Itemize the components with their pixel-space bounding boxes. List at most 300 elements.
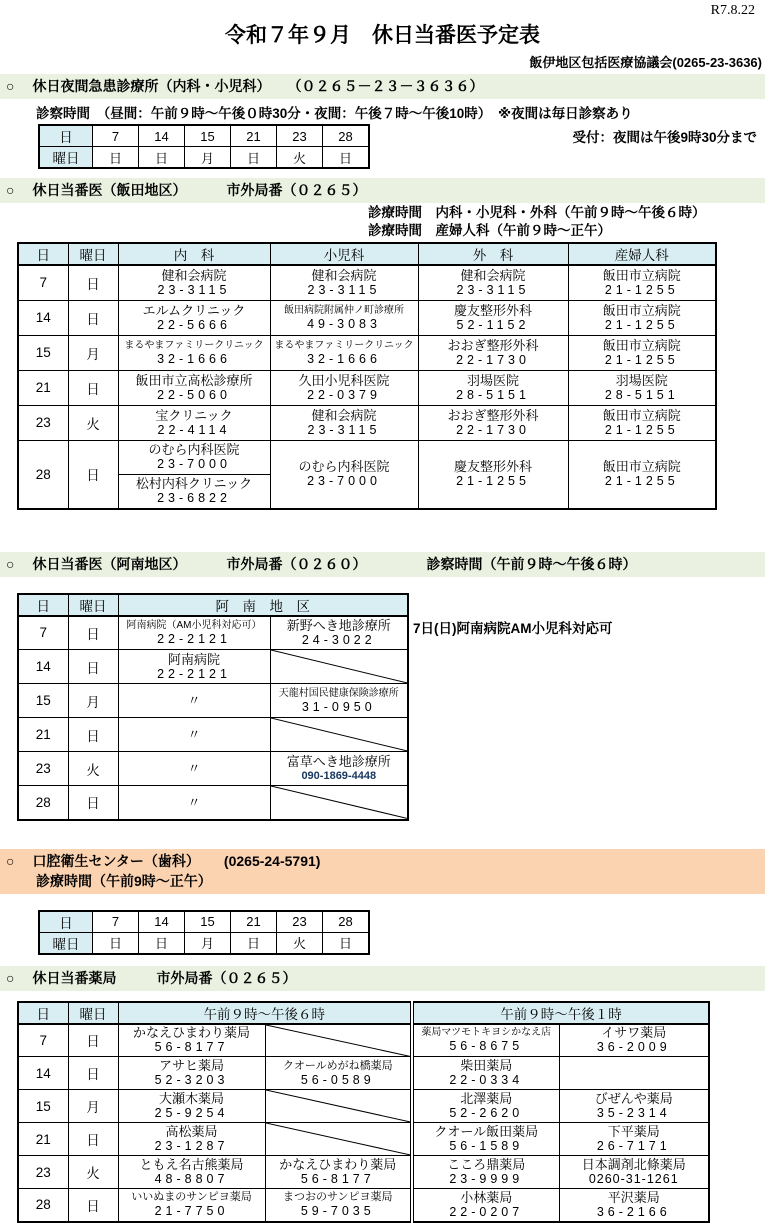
weekday-cell: 月 bbox=[68, 684, 118, 718]
col-header-internal-medicine: 内 科 bbox=[118, 243, 270, 265]
anan-side-note: 7日(日)阿南病院AM小児科対応可 bbox=[413, 620, 613, 636]
row-header-weekday: 曜日 bbox=[39, 147, 93, 169]
pharmacy-name: 日本調剤北條薬局 bbox=[581, 1157, 686, 1172]
clinic-name: 慶友整形外科 bbox=[453, 459, 532, 474]
clinic-cell bbox=[270, 405, 418, 440]
section-pharmacy-area-code: 市外局番（０２６５） bbox=[156, 969, 297, 986]
date-cell: 28 bbox=[323, 125, 370, 147]
section-dental-title: 口腔衛生センター（歯科） bbox=[32, 852, 200, 869]
table-row bbox=[18, 1057, 709, 1090]
day-cell: 28 bbox=[18, 1189, 68, 1222]
pharmacy-tel: 0260-31-1261 bbox=[588, 1172, 679, 1186]
anan-hours-note: 診察時間（午前９時～午後６時） bbox=[426, 555, 637, 572]
pharmacy-cell bbox=[118, 1156, 265, 1189]
clinic-cell bbox=[118, 300, 270, 335]
pharmacy-cell bbox=[118, 1024, 265, 1057]
pharmacy-cell bbox=[559, 1123, 709, 1156]
section-night-phone: （０２６５－２３－３６３６） bbox=[294, 78, 484, 94]
clinic-cell bbox=[118, 650, 270, 684]
weekday-cell: 日 bbox=[231, 932, 277, 954]
weekday-cell: 月 bbox=[185, 932, 231, 954]
weekday-cell: 日 bbox=[68, 718, 118, 752]
diagonal-cell bbox=[265, 1090, 412, 1123]
day-cell: 14 bbox=[18, 1057, 68, 1090]
table-row bbox=[39, 911, 369, 933]
pharmacy-name: びぜんや薬局 bbox=[594, 1091, 673, 1106]
clinic-name: 飯田市立病院 bbox=[602, 459, 681, 474]
diagonal-cell bbox=[270, 786, 408, 820]
clinic-cell bbox=[270, 684, 408, 718]
weekday-cell: 日 bbox=[68, 1123, 118, 1156]
pharmacy-tel: 52-2620 bbox=[449, 1106, 524, 1120]
clinic-name: 富草へき地診療所 bbox=[286, 753, 391, 769]
weekday-cell: 月 bbox=[68, 335, 118, 370]
section-dental-header bbox=[0, 849, 765, 894]
org-contact: 飯伊地区包括医療協議会(0265-23-3636) bbox=[529, 55, 762, 70]
pharmacy-name: 高松薬局 bbox=[165, 1124, 218, 1139]
pharmacy-tel: 56-8177 bbox=[154, 1040, 229, 1055]
table-header-row bbox=[18, 594, 408, 616]
row-header-day: 日 bbox=[39, 125, 93, 147]
diagonal-line bbox=[271, 718, 408, 751]
night-hours-note: 診察時間 （昼間：午前９時～午後０時30分・夜間：午後７時～午後10時） ※夜間は毎日診察あり bbox=[36, 106, 633, 121]
table-row bbox=[18, 370, 716, 405]
table-row bbox=[18, 752, 408, 786]
clinic-name: 飯田市立病院 bbox=[602, 302, 681, 318]
clinic-name: 松村内科クリニック bbox=[135, 476, 253, 491]
page-title: 令和７年９月 休日当番医予定表 bbox=[225, 24, 540, 47]
diagonal-line bbox=[266, 1123, 411, 1155]
pharmacy-name: 北澤薬局 bbox=[460, 1091, 513, 1106]
clinic-name: まるやまファミリークリニック bbox=[274, 339, 414, 351]
ditto-cell bbox=[118, 752, 270, 786]
date-cell: 14 bbox=[139, 911, 185, 933]
ditto-cell bbox=[118, 718, 270, 752]
day-cell: 14 bbox=[18, 650, 68, 684]
weekday-cell: 日 bbox=[68, 1057, 118, 1090]
clinic-name: 飯田市立高松診療所 bbox=[135, 372, 253, 388]
clinic-subcell bbox=[119, 441, 270, 475]
clinic-name: 健和会病院 bbox=[161, 267, 227, 283]
pharmacy-cell bbox=[412, 1057, 559, 1090]
weekday-cell: 火 bbox=[68, 1156, 118, 1189]
pharmacy-name: 小林薬局 bbox=[460, 1189, 513, 1205]
table-row bbox=[18, 335, 716, 370]
clinic-name: 羽場医院 bbox=[466, 372, 519, 388]
row-header-weekday: 曜日 bbox=[39, 932, 93, 954]
circle-marker: ○ bbox=[6, 555, 15, 572]
clinic-tel: 090-1869-4448 bbox=[301, 769, 377, 782]
col-header-day: 日 bbox=[18, 594, 68, 616]
pharmacy-name: イサワ薬局 bbox=[601, 1025, 667, 1041]
section-anan-header bbox=[0, 552, 765, 577]
clinic-cell bbox=[270, 370, 418, 405]
clinic-tel: 23-7000 bbox=[157, 457, 231, 471]
weekday-cell: 日 bbox=[68, 616, 118, 650]
day-cell: 15 bbox=[18, 1090, 68, 1123]
clinic-cell bbox=[418, 335, 568, 370]
date-cell: 7 bbox=[93, 911, 139, 933]
clinic-tel: 23-7000 bbox=[307, 474, 381, 488]
day-cell: 28 bbox=[18, 786, 68, 820]
pharmacy-tel: 21-7750 bbox=[154, 1204, 229, 1219]
pharmacy-tel: 56-0589 bbox=[300, 1072, 375, 1087]
dental-hours-note: 診療時間（午前9時～正午） bbox=[36, 872, 212, 889]
table-header-row bbox=[18, 243, 716, 265]
revision-date: R7.8.22 bbox=[710, 3, 755, 18]
night-date-table bbox=[38, 124, 370, 169]
weekday-cell: 日 bbox=[68, 786, 118, 820]
diagonal-cell bbox=[265, 1123, 412, 1156]
table-row bbox=[18, 1189, 709, 1222]
col-header-day: 日 bbox=[18, 1002, 68, 1024]
pharmacy-name: ともえ名古熊薬局 bbox=[139, 1157, 244, 1172]
clinic-tel: 22-2121 bbox=[157, 631, 231, 646]
table-row bbox=[18, 616, 408, 650]
pharmacy-tel: 22-0207 bbox=[449, 1204, 524, 1219]
col-header-pediatrics: 小児科 bbox=[270, 243, 418, 265]
weekday-cell: 火 bbox=[277, 147, 323, 169]
weekday-cell: 日 bbox=[68, 370, 118, 405]
col-header-morning-group: 午前９時～午後１時 bbox=[412, 1002, 709, 1024]
clinic-name: 慶友整形外科 bbox=[453, 302, 532, 318]
table-row bbox=[18, 718, 408, 752]
clinic-tel: 22-5060 bbox=[157, 387, 231, 402]
clinic-cell bbox=[270, 752, 408, 786]
clinic-tel: 21-1255 bbox=[604, 422, 679, 437]
table-row bbox=[18, 1024, 709, 1057]
clinic-cell bbox=[568, 440, 716, 509]
col-header-surgery: 外 科 bbox=[418, 243, 568, 265]
clinic-cell bbox=[270, 440, 418, 509]
clinic-name: 健和会病院 bbox=[311, 407, 377, 423]
row-header-day: 日 bbox=[39, 911, 93, 933]
clinic-tel: 22-0379 bbox=[307, 387, 381, 402]
clinic-tel: 23-6822 bbox=[157, 491, 231, 505]
dental-date-table bbox=[38, 910, 370, 955]
pharmacy-cell bbox=[265, 1189, 412, 1222]
clinic-cell bbox=[568, 370, 716, 405]
pharmacy-cell bbox=[118, 1090, 265, 1123]
pharmacy-tel: 52-3203 bbox=[154, 1073, 229, 1087]
weekday-cell: 日 bbox=[68, 300, 118, 335]
pharmacy-name: クオール飯田薬局 bbox=[434, 1124, 539, 1139]
pharmacy-tel: 22-0334 bbox=[449, 1073, 524, 1087]
pharmacy-name: かなえひまわり薬局 bbox=[132, 1025, 250, 1041]
section-night-header bbox=[0, 74, 765, 99]
pharmacy-cell bbox=[412, 1090, 559, 1123]
pharmacy-schedule-table bbox=[17, 1001, 710, 1223]
clinic-name: 阿南病院 bbox=[167, 651, 220, 667]
diagonal-cell bbox=[270, 650, 408, 684]
section-iida-area-code: 市外局番（０２６５） bbox=[226, 182, 367, 198]
clinic-tel: 23-3115 bbox=[157, 282, 231, 297]
day-cell: 21 bbox=[18, 370, 68, 405]
day-cell: 7 bbox=[18, 616, 68, 650]
clinic-cell bbox=[270, 335, 418, 370]
clinic-cell bbox=[118, 405, 270, 440]
clinic-name: 羽場医院 bbox=[615, 372, 668, 388]
clinic-tel: 21-1255 bbox=[604, 474, 679, 488]
weekday-cell: 日 bbox=[139, 147, 185, 169]
clinic-name: 宝クリニック bbox=[155, 407, 233, 423]
clinic-tel: 22-1730 bbox=[456, 352, 530, 367]
day-cell: 21 bbox=[18, 1123, 68, 1156]
clinic-tel: 23-3115 bbox=[307, 422, 381, 437]
clinic-tel: 21-1255 bbox=[604, 282, 679, 297]
clinic-name: 天龍村国民健康保険診療所 bbox=[278, 687, 399, 699]
pharmacy-cell bbox=[559, 1024, 709, 1057]
section-pharmacy-title: 休日当番薬局 bbox=[32, 969, 117, 986]
clinic-tel: 24-3022 bbox=[301, 632, 376, 647]
weekday-cell: 日 bbox=[68, 650, 118, 684]
clinic-cell bbox=[118, 335, 270, 370]
pharmacy-cell bbox=[559, 1189, 709, 1222]
date-cell: 15 bbox=[185, 125, 231, 147]
pharmacy-cell bbox=[412, 1156, 559, 1189]
clinic-name: のむら内科医院 bbox=[298, 459, 390, 474]
day-cell: 21 bbox=[18, 718, 68, 752]
table-row bbox=[18, 1156, 709, 1189]
table-row bbox=[18, 684, 408, 718]
day-cell: 7 bbox=[18, 1024, 68, 1057]
clinic-tel: 49-3083 bbox=[307, 316, 381, 331]
clinic-cell bbox=[568, 335, 716, 370]
pharmacy-cell bbox=[559, 1090, 709, 1123]
pharmacy-cell bbox=[118, 1189, 265, 1222]
ditto-cell bbox=[118, 786, 270, 820]
clinic-tel: 21-1255 bbox=[604, 352, 679, 367]
weekday-cell: 日 bbox=[231, 147, 277, 169]
pharmacy-tel: 36-2009 bbox=[596, 1040, 671, 1055]
pharmacy-tel: 25-9254 bbox=[154, 1106, 229, 1120]
date-cell: 21 bbox=[231, 911, 277, 933]
table-header-row bbox=[18, 1002, 709, 1024]
pharmacy-name: 薬局マツモトキヨシかなえ店 bbox=[421, 1027, 552, 1039]
clinic-cell bbox=[270, 265, 418, 300]
pharmacy-tel: 23-9999 bbox=[449, 1172, 524, 1186]
section-night-title: 休日夜間急患診療所（内科・小児科） bbox=[32, 78, 271, 94]
date-cell: 23 bbox=[277, 911, 323, 933]
table-row bbox=[39, 147, 369, 169]
pharmacy-tel: 35-2314 bbox=[596, 1106, 671, 1120]
weekday-cell: 月 bbox=[68, 1090, 118, 1123]
clinic-cell bbox=[568, 405, 716, 440]
pharmacy-name: 大瀬木薬局 bbox=[158, 1091, 224, 1106]
pharmacy-cell bbox=[118, 1057, 265, 1090]
clinic-cell bbox=[418, 440, 568, 509]
clinic-name: 飯田病院附属仲ノ町診療所 bbox=[284, 304, 404, 316]
pharmacy-tel: 56-1589 bbox=[449, 1139, 524, 1153]
clinic-name: 久田小児科医院 bbox=[298, 372, 390, 388]
clinic-tel: 52-1152 bbox=[456, 317, 530, 332]
diagonal-line bbox=[266, 1090, 411, 1122]
ditto-mark: 〃 bbox=[187, 727, 201, 742]
table-row bbox=[39, 125, 369, 147]
pharmacy-cell bbox=[412, 1189, 559, 1222]
clinic-tel: 28-5151 bbox=[456, 387, 530, 402]
weekday-cell: 日 bbox=[93, 147, 139, 169]
day-cell: 15 bbox=[18, 335, 68, 370]
table-row bbox=[18, 1090, 709, 1123]
pharmacy-name: アサヒ薬局 bbox=[158, 1058, 224, 1073]
clinic-name: 健和会病院 bbox=[311, 267, 377, 283]
diagonal-cell bbox=[270, 718, 408, 752]
table-row bbox=[18, 1123, 709, 1156]
clinic-subcell bbox=[119, 475, 270, 508]
clinic-tel: 22-2121 bbox=[157, 666, 231, 681]
clinic-cell bbox=[568, 300, 716, 335]
clinic-tel: 31-0950 bbox=[301, 699, 376, 714]
circle-marker: ○ bbox=[6, 78, 15, 94]
col-header-weekday: 曜日 bbox=[68, 594, 118, 616]
clinic-name: まるやまファミリークリニック bbox=[124, 339, 264, 351]
section-anan-title: 休日当番医（阿南地区） bbox=[32, 555, 187, 572]
clinic-name: おおぎ整形外科 bbox=[447, 337, 539, 353]
clinic-tel: 21-1255 bbox=[604, 317, 679, 332]
anan-schedule-table bbox=[17, 593, 409, 821]
clinic-cell bbox=[118, 265, 270, 300]
pharmacy-tel: 59-7035 bbox=[300, 1204, 375, 1219]
clinic-name: 健和会病院 bbox=[460, 267, 526, 283]
day-cell: 14 bbox=[18, 300, 68, 335]
table-row bbox=[18, 300, 716, 335]
col-header-day: 日 bbox=[18, 243, 68, 265]
pharmacy-cell bbox=[559, 1156, 709, 1189]
section-anan-area-code: 市外局番（０２６０） bbox=[226, 555, 367, 572]
pharmacy-name: まつおのサンピヨ薬局 bbox=[283, 1191, 393, 1204]
weekday-cell: 日 bbox=[93, 932, 139, 954]
date-cell: 21 bbox=[231, 125, 277, 147]
pharmacy-tel: 26-7171 bbox=[596, 1139, 671, 1153]
clinic-name: 阿南病院（AM小児科対応可） bbox=[126, 619, 262, 631]
section-pharmacy-header bbox=[0, 966, 765, 991]
date-cell: 15 bbox=[185, 911, 231, 933]
pharmacy-name: 平沢薬局 bbox=[607, 1189, 660, 1205]
clinic-tel: 22-5666 bbox=[157, 317, 231, 332]
col-header-daytime-group: 午前９時～午後６時 bbox=[118, 1002, 412, 1024]
circle-marker: ○ bbox=[6, 182, 15, 198]
pharmacy-tel: 36-2166 bbox=[596, 1204, 671, 1219]
clinic-cell bbox=[118, 370, 270, 405]
clinic-cell-split bbox=[118, 440, 270, 509]
weekday-cell: 月 bbox=[185, 147, 231, 169]
clinic-cell bbox=[118, 616, 270, 650]
day-cell: 23 bbox=[18, 1156, 68, 1189]
table-row bbox=[18, 650, 408, 684]
pharmacy-name: 下平薬局 bbox=[607, 1124, 660, 1139]
pharmacy-name: クオールめがね橋薬局 bbox=[282, 1059, 393, 1072]
pharmacy-cell bbox=[412, 1123, 559, 1156]
clinic-name: 飯田市立病院 bbox=[602, 267, 681, 283]
pharmacy-tel: 56-8675 bbox=[449, 1039, 524, 1054]
clinic-tel: 22-4114 bbox=[157, 422, 231, 437]
circle-marker: ○ bbox=[6, 852, 15, 869]
weekday-cell: 日 bbox=[68, 440, 118, 509]
clinic-name: のむら内科医院 bbox=[148, 442, 240, 457]
iida-hours-note-1: 診療時間 内科・小児科・外科（午前９時～午後６時） bbox=[368, 205, 706, 220]
pharmacy-cell bbox=[412, 1024, 559, 1057]
clinic-cell bbox=[270, 300, 418, 335]
clinic-name: 飯田市立病院 bbox=[602, 337, 681, 353]
pharmacy-cell bbox=[265, 1156, 412, 1189]
date-cell: 28 bbox=[323, 911, 370, 933]
section-dental-phone: (0265-24-5791) bbox=[223, 852, 321, 869]
pharmacy-name: いいぬまのサンピヨ薬局 bbox=[131, 1191, 252, 1204]
section-iida-header bbox=[0, 178, 765, 203]
clinic-name: 新野へき地診療所 bbox=[286, 617, 391, 633]
clinic-cell bbox=[568, 265, 716, 300]
pharmacy-name: かなえひまわり薬局 bbox=[279, 1157, 397, 1172]
pharmacy-cell bbox=[118, 1123, 265, 1156]
day-cell: 23 bbox=[18, 752, 68, 786]
weekday-cell: 日 bbox=[323, 147, 370, 169]
diagonal-line bbox=[266, 1025, 411, 1057]
pharmacy-name: 柴田薬局 bbox=[460, 1058, 513, 1073]
section-iida-title: 休日当番医（飯田地区） bbox=[32, 182, 187, 198]
diagonal-cell bbox=[265, 1024, 412, 1057]
table-row bbox=[39, 932, 369, 954]
day-cell: 7 bbox=[18, 265, 68, 300]
day-cell: 15 bbox=[18, 684, 68, 718]
dental-header-line1 bbox=[6, 851, 759, 871]
date-cell: 14 bbox=[139, 125, 185, 147]
iida-schedule-table bbox=[17, 242, 717, 510]
col-header-weekday: 曜日 bbox=[68, 243, 118, 265]
pharmacy-tel: 56-8177 bbox=[300, 1172, 375, 1186]
clinic-name: 飯田市立病院 bbox=[602, 407, 681, 423]
diagonal-line bbox=[271, 786, 408, 819]
pharmacy-tel: 23-1287 bbox=[154, 1139, 229, 1153]
weekday-cell: 火 bbox=[277, 932, 323, 954]
empty-cell bbox=[559, 1057, 709, 1090]
night-table-block bbox=[0, 124, 765, 169]
clinic-tel: 22-1730 bbox=[456, 422, 530, 437]
ditto-mark: 〃 bbox=[187, 693, 201, 708]
weekday-cell: 日 bbox=[323, 932, 370, 954]
anan-table-block bbox=[17, 593, 765, 821]
col-header-anan-region: 阿 南 地 区 bbox=[118, 594, 408, 616]
pharmacy-name: こころ鼎薬局 bbox=[447, 1157, 526, 1172]
clinic-cell bbox=[270, 616, 408, 650]
table-row bbox=[18, 405, 716, 440]
ditto-mark: 〃 bbox=[187, 761, 201, 776]
diagonal-line bbox=[271, 650, 408, 683]
pharmacy-tel: 48-8807 bbox=[154, 1172, 229, 1186]
clinic-tel: 23-3115 bbox=[307, 282, 381, 297]
table-row bbox=[18, 786, 408, 820]
clinic-tel: 23-3115 bbox=[456, 282, 530, 297]
ditto-mark: 〃 bbox=[187, 794, 201, 810]
weekday-cell: 日 bbox=[139, 932, 185, 954]
weekday-cell: 日 bbox=[68, 1024, 118, 1057]
iida-hours-note-2: 診療時間 産婦人科（午前９時～正午） bbox=[368, 223, 611, 238]
weekday-cell: 日 bbox=[68, 1189, 118, 1222]
clinic-cell bbox=[418, 265, 568, 300]
day-cell: 23 bbox=[18, 405, 68, 440]
clinic-cell bbox=[418, 405, 568, 440]
date-cell: 7 bbox=[93, 125, 139, 147]
clinic-cell bbox=[418, 300, 568, 335]
clinic-tel: 32-1666 bbox=[157, 351, 231, 366]
day-cell: 28 bbox=[18, 440, 68, 509]
col-header-obstetrics: 産婦人科 bbox=[568, 243, 716, 265]
clinic-tel: 28-5151 bbox=[604, 387, 679, 402]
col-header-weekday: 曜日 bbox=[68, 1002, 118, 1024]
table-row bbox=[18, 265, 716, 300]
clinic-cell bbox=[418, 370, 568, 405]
weekday-cell: 火 bbox=[68, 405, 118, 440]
